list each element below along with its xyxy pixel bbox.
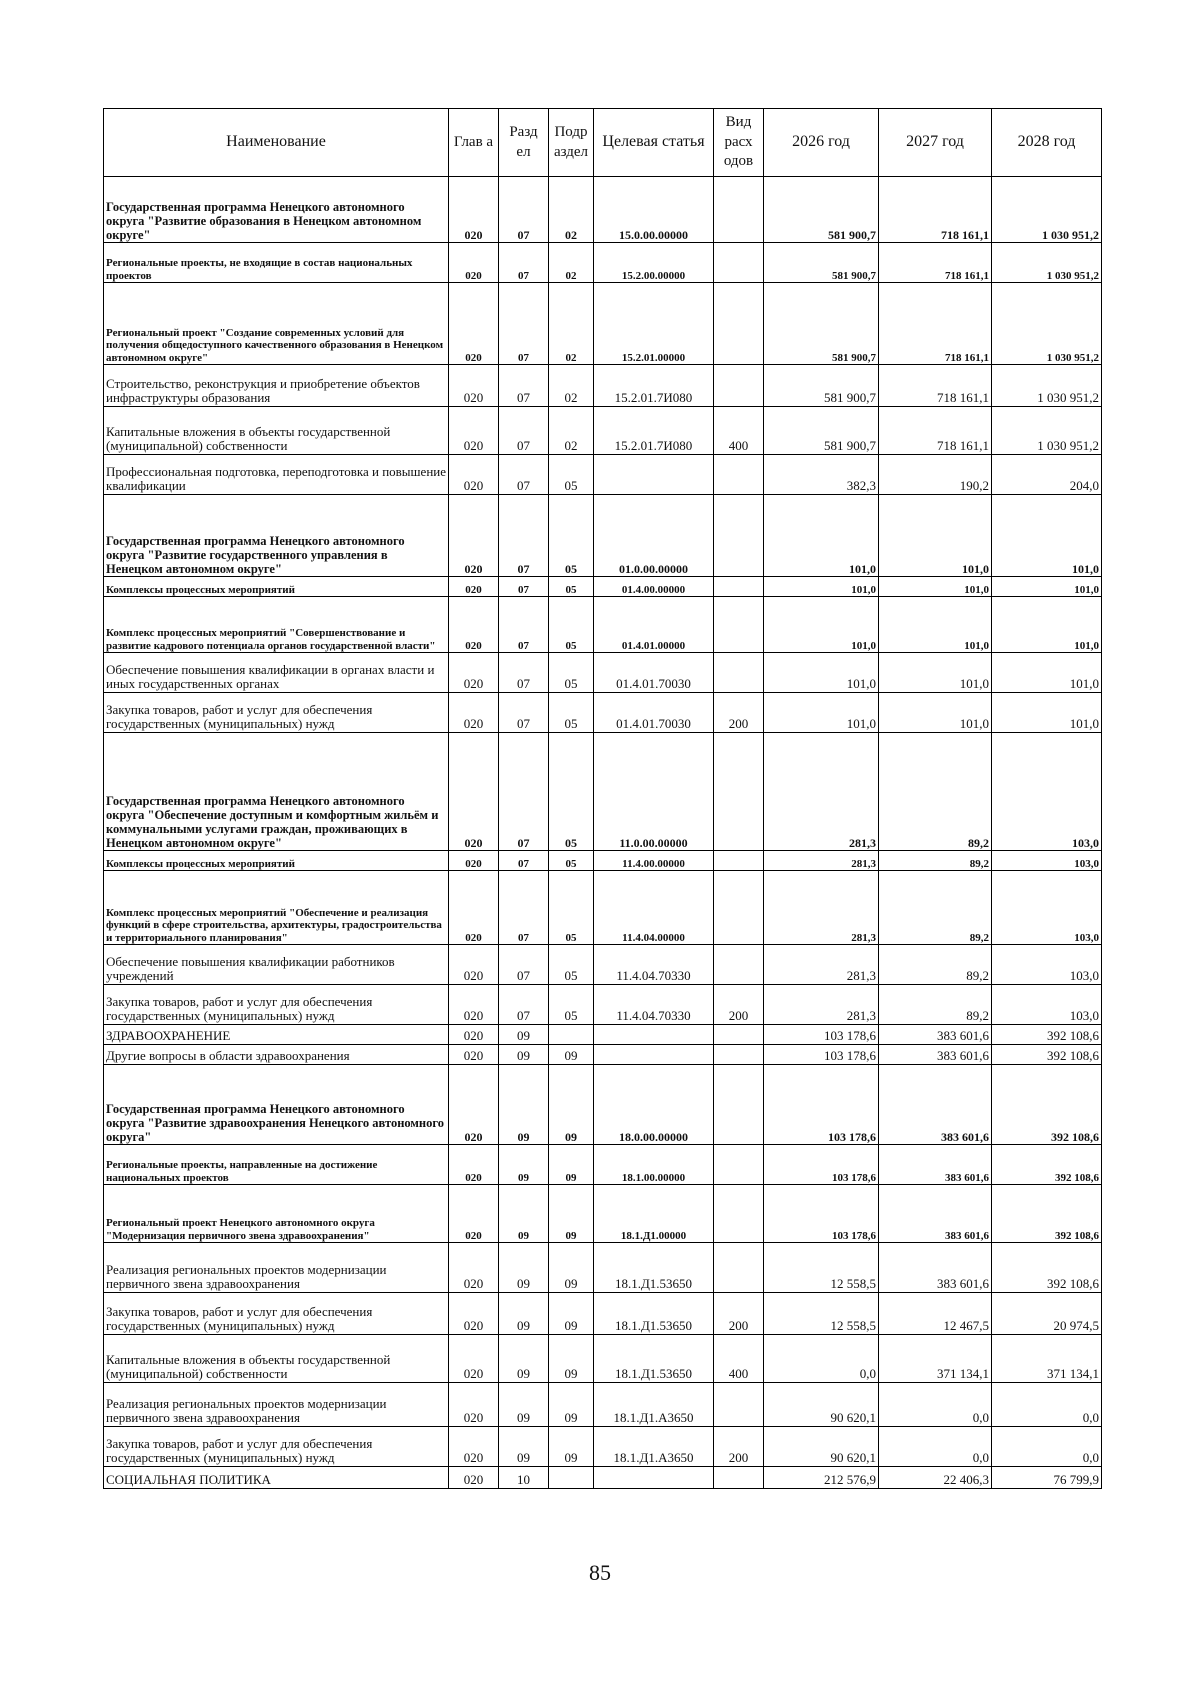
cell-name: Строительство, реконструкция и приобретение объектов инфраструктуры образования <box>104 365 449 407</box>
cell-cs: 11.4.04.70330 <box>594 985 714 1025</box>
cell-name: Региональные проекты, направленные на достижение национальных проектов <box>104 1145 449 1185</box>
cell-p: 09 <box>549 1243 594 1293</box>
cell-y1: 103 178,6 <box>764 1065 879 1145</box>
header-vid: Вид расх одов <box>714 109 764 177</box>
cell-p: 05 <box>549 871 594 945</box>
cell-cs: 11.4.04.70330 <box>594 945 714 985</box>
cell-y3: 20 974,5 <box>992 1293 1102 1335</box>
cell-g: 020 <box>449 1243 499 1293</box>
cell-v <box>714 455 764 495</box>
cell-v <box>714 1185 764 1243</box>
cell-r: 07 <box>499 365 549 407</box>
cell-cs: 18.1.Д1.53650 <box>594 1335 714 1383</box>
table-row <box>104 1427 1102 1467</box>
cell-p: 05 <box>549 577 594 597</box>
cell-y2: 371 134,1 <box>879 1335 992 1383</box>
cell-y2: 101,0 <box>879 653 992 693</box>
cell-y2: 12 467,5 <box>879 1293 992 1335</box>
cell-v <box>714 1065 764 1145</box>
table-body <box>104 177 1102 1489</box>
cell-r: 09 <box>499 1335 549 1383</box>
cell-p: 05 <box>549 597 594 653</box>
cell-p <box>549 1467 594 1489</box>
header-name: Наименование <box>104 109 449 177</box>
cell-y3: 103,0 <box>992 871 1102 945</box>
cell-v <box>714 945 764 985</box>
cell-name: Комплексы процессных мероприятий <box>104 577 449 597</box>
cell-g: 020 <box>449 1335 499 1383</box>
cell-v <box>714 1383 764 1427</box>
cell-v <box>714 577 764 597</box>
cell-g: 020 <box>449 1427 499 1467</box>
budget-table <box>103 108 1102 1489</box>
header-article: Целевая статья <box>594 109 714 177</box>
table-row <box>104 985 1102 1025</box>
table-row <box>104 1293 1102 1335</box>
table-row <box>104 871 1102 945</box>
cell-y1: 281,3 <box>764 851 879 871</box>
cell-v: 200 <box>714 1427 764 1467</box>
cell-cs: 18.1.00.00000 <box>594 1145 714 1185</box>
cell-y2: 101,0 <box>879 577 992 597</box>
cell-y3: 392 108,6 <box>992 1145 1102 1185</box>
cell-y3: 1 030 951,2 <box>992 283 1102 365</box>
cell-v: 400 <box>714 407 764 455</box>
cell-cs: 01.4.01.70030 <box>594 653 714 693</box>
cell-y2: 383 601,6 <box>879 1045 992 1065</box>
cell-r: 09 <box>499 1045 549 1065</box>
cell-g: 020 <box>449 985 499 1025</box>
cell-y2: 383 601,6 <box>879 1025 992 1045</box>
cell-g: 020 <box>449 407 499 455</box>
cell-g: 020 <box>449 1467 499 1489</box>
cell-y1: 103 178,6 <box>764 1185 879 1243</box>
table-row <box>104 1145 1102 1185</box>
cell-cs <box>594 1025 714 1045</box>
cell-y2: 383 601,6 <box>879 1145 992 1185</box>
cell-y2: 383 601,6 <box>879 1065 992 1145</box>
cell-y1: 103 178,6 <box>764 1145 879 1185</box>
cell-name: Реализация региональных проектов модернизации первичного звена здравоохранения <box>104 1243 449 1293</box>
cell-name: Закупка товаров, работ и услуг для обеспечения государственных (муниципальных) нужд <box>104 693 449 733</box>
cell-p: 09 <box>549 1293 594 1335</box>
cell-v <box>714 653 764 693</box>
cell-cs: 18.1.Д1.53650 <box>594 1243 714 1293</box>
cell-y1: 281,3 <box>764 733 879 851</box>
cell-r: 07 <box>499 945 549 985</box>
cell-cs: 15.2.01.7И080 <box>594 407 714 455</box>
cell-r: 07 <box>499 653 549 693</box>
cell-p: 05 <box>549 495 594 577</box>
cell-y2: 718 161,1 <box>879 177 992 243</box>
table-row <box>104 177 1102 243</box>
cell-y3: 1 030 951,2 <box>992 407 1102 455</box>
cell-g: 020 <box>449 1185 499 1243</box>
cell-name: Региональные проекты, не входящие в состав национальных проектов <box>104 243 449 283</box>
cell-p <box>549 1025 594 1045</box>
cell-y1: 103 178,6 <box>764 1045 879 1065</box>
cell-p: 09 <box>549 1383 594 1427</box>
cell-y2: 718 161,1 <box>879 407 992 455</box>
cell-r: 09 <box>499 1293 549 1335</box>
cell-p: 02 <box>549 365 594 407</box>
cell-r: 07 <box>499 851 549 871</box>
cell-r: 07 <box>499 577 549 597</box>
cell-g: 020 <box>449 577 499 597</box>
cell-y3: 101,0 <box>992 577 1102 597</box>
table-row <box>104 495 1102 577</box>
cell-r: 07 <box>499 243 549 283</box>
cell-cs: 01.4.01.00000 <box>594 597 714 653</box>
cell-r: 09 <box>499 1025 549 1045</box>
cell-cs: 01.4.00.00000 <box>594 577 714 597</box>
cell-name: Другие вопросы в области здравоохранения <box>104 1045 449 1065</box>
cell-r: 07 <box>499 871 549 945</box>
cell-p: 02 <box>549 177 594 243</box>
cell-y1: 101,0 <box>764 693 879 733</box>
cell-y3: 392 108,6 <box>992 1065 1102 1145</box>
cell-r: 07 <box>499 495 549 577</box>
cell-g: 020 <box>449 243 499 283</box>
cell-y1: 281,3 <box>764 871 879 945</box>
cell-name: Закупка товаров, работ и услуг для обеспечения государственных (муниципальных) нужд <box>104 985 449 1025</box>
cell-g: 020 <box>449 871 499 945</box>
cell-name: Государственная программа Ненецкого автономного округа "Обеспечение доступным и комфортным жильём и коммунальными услугами граждан, проживающих в Ненецком автономном округе" <box>104 733 449 851</box>
cell-g: 020 <box>449 1145 499 1185</box>
page-number: 85 <box>589 1560 611 1585</box>
table-row <box>104 597 1102 653</box>
cell-v <box>714 1145 764 1185</box>
cell-v <box>714 1467 764 1489</box>
cell-v <box>714 597 764 653</box>
cell-y3: 392 108,6 <box>992 1025 1102 1045</box>
table-row <box>104 1025 1102 1045</box>
cell-y1: 101,0 <box>764 495 879 577</box>
cell-p: 05 <box>549 985 594 1025</box>
cell-y2: 89,2 <box>879 733 992 851</box>
cell-name: Реализация региональных проектов модернизации первичного звена здравоохранения <box>104 1383 449 1427</box>
cell-v <box>714 1025 764 1045</box>
cell-p: 02 <box>549 407 594 455</box>
cell-cs: 18.1.Д1.А3650 <box>594 1427 714 1467</box>
cell-v <box>714 283 764 365</box>
cell-y2: 101,0 <box>879 693 992 733</box>
cell-g: 020 <box>449 1293 499 1335</box>
cell-p: 09 <box>549 1145 594 1185</box>
table-row <box>104 577 1102 597</box>
table-row <box>104 1065 1102 1145</box>
cell-cs: 15.2.01.00000 <box>594 283 714 365</box>
cell-y3: 204,0 <box>992 455 1102 495</box>
cell-y1: 281,3 <box>764 945 879 985</box>
cell-cs: 01.0.00.00000 <box>594 495 714 577</box>
cell-v: 200 <box>714 1293 764 1335</box>
cell-p: 05 <box>549 455 594 495</box>
cell-r: 07 <box>499 177 549 243</box>
table-row <box>104 851 1102 871</box>
header-glava: Глав а <box>449 109 499 177</box>
table-row <box>104 283 1102 365</box>
table-row <box>104 243 1102 283</box>
cell-name: Капитальные вложения в объекты государственной (муниципальной) собственности <box>104 1335 449 1383</box>
cell-y1: 12 558,5 <box>764 1243 879 1293</box>
cell-cs: 18.0.00.00000 <box>594 1065 714 1145</box>
cell-r: 09 <box>499 1145 549 1185</box>
cell-r: 09 <box>499 1427 549 1467</box>
cell-v <box>714 177 764 243</box>
cell-y3: 392 108,6 <box>992 1243 1102 1293</box>
cell-p: 02 <box>549 243 594 283</box>
cell-y2: 0,0 <box>879 1383 992 1427</box>
cell-r: 09 <box>499 1065 549 1145</box>
cell-y3: 103,0 <box>992 985 1102 1025</box>
cell-g: 020 <box>449 495 499 577</box>
cell-g: 020 <box>449 693 499 733</box>
table-row <box>104 1467 1102 1489</box>
cell-name: Региональный проект Ненецкого автономного округа "Модернизация первичного звена здравоохранения" <box>104 1185 449 1243</box>
cell-p: 09 <box>549 1427 594 1467</box>
cell-name: ЗДРАВООХРАНЕНИЕ <box>104 1025 449 1045</box>
table-row <box>104 1243 1102 1293</box>
cell-cs <box>594 455 714 495</box>
cell-p: 09 <box>549 1335 594 1383</box>
cell-y1: 212 576,9 <box>764 1467 879 1489</box>
cell-p: 05 <box>549 693 594 733</box>
cell-y3: 0,0 <box>992 1427 1102 1467</box>
table-row <box>104 1383 1102 1427</box>
cell-g: 020 <box>449 1045 499 1065</box>
cell-p: 09 <box>549 1065 594 1145</box>
table-row <box>104 365 1102 407</box>
cell-v <box>714 851 764 871</box>
cell-y2: 101,0 <box>879 495 992 577</box>
cell-y2: 89,2 <box>879 985 992 1025</box>
cell-y3: 76 799,9 <box>992 1467 1102 1489</box>
cell-r: 10 <box>499 1467 549 1489</box>
cell-p: 05 <box>549 945 594 985</box>
cell-y3: 103,0 <box>992 851 1102 871</box>
cell-y1: 12 558,5 <box>764 1293 879 1335</box>
cell-cs: 15.0.00.00000 <box>594 177 714 243</box>
cell-name: Капитальные вложения в объекты государственной (муниципальной) собственности <box>104 407 449 455</box>
cell-v <box>714 733 764 851</box>
cell-y1: 90 620,1 <box>764 1383 879 1427</box>
cell-p: 05 <box>549 851 594 871</box>
cell-v: 400 <box>714 1335 764 1383</box>
cell-cs: 11.4.00.00000 <box>594 851 714 871</box>
cell-y2: 0,0 <box>879 1427 992 1467</box>
cell-y1: 101,0 <box>764 577 879 597</box>
cell-name: Обеспечение повышения квалификации работников учреждений <box>104 945 449 985</box>
cell-name: Закупка товаров, работ и услуг для обеспечения государственных (муниципальных) нужд <box>104 1427 449 1467</box>
cell-cs <box>594 1045 714 1065</box>
cell-y2: 718 161,1 <box>879 283 992 365</box>
cell-cs: 15.2.01.7И080 <box>594 365 714 407</box>
cell-y2: 89,2 <box>879 851 992 871</box>
cell-y2: 22 406,3 <box>879 1467 992 1489</box>
cell-r: 07 <box>499 693 549 733</box>
cell-r: 09 <box>499 1383 549 1427</box>
cell-cs: 18.1.Д1.А3650 <box>594 1383 714 1427</box>
cell-y1: 103 178,6 <box>764 1025 879 1045</box>
cell-y1: 101,0 <box>764 653 879 693</box>
header-2027: 2027 год <box>879 109 992 177</box>
cell-name: Закупка товаров, работ и услуг для обеспечения государственных (муниципальных) нужд <box>104 1293 449 1335</box>
cell-r: 07 <box>499 733 549 851</box>
cell-r: 09 <box>499 1185 549 1243</box>
header-podrazdel: Подр аздел <box>549 109 594 177</box>
cell-g: 020 <box>449 365 499 407</box>
cell-y3: 101,0 <box>992 653 1102 693</box>
table-row <box>104 733 1102 851</box>
cell-y1: 581 900,7 <box>764 365 879 407</box>
cell-y2: 101,0 <box>879 597 992 653</box>
cell-p: 02 <box>549 283 594 365</box>
cell-y1: 101,0 <box>764 597 879 653</box>
cell-g: 020 <box>449 733 499 851</box>
cell-g: 020 <box>449 177 499 243</box>
cell-cs: 15.2.00.00000 <box>594 243 714 283</box>
table-row <box>104 407 1102 455</box>
table-header-row <box>104 109 1102 177</box>
cell-p: 05 <box>549 733 594 851</box>
cell-cs: 11.4.04.00000 <box>594 871 714 945</box>
cell-y3: 101,0 <box>992 597 1102 653</box>
cell-y3: 1 030 951,2 <box>992 365 1102 407</box>
cell-v <box>714 871 764 945</box>
cell-p: 05 <box>549 653 594 693</box>
cell-cs: 18.1.Д1.00000 <box>594 1185 714 1243</box>
table-row <box>104 653 1102 693</box>
cell-y2: 89,2 <box>879 945 992 985</box>
cell-cs: 01.4.01.70030 <box>594 693 714 733</box>
cell-g: 020 <box>449 945 499 985</box>
cell-y1: 581 900,7 <box>764 283 879 365</box>
table-row <box>104 455 1102 495</box>
cell-y1: 581 900,7 <box>764 243 879 283</box>
cell-g: 020 <box>449 455 499 495</box>
cell-v <box>714 1243 764 1293</box>
cell-y1: 581 900,7 <box>764 407 879 455</box>
cell-name: Комплексы процессных мероприятий <box>104 851 449 871</box>
cell-name: Государственная программа Ненецкого автономного округа "Развитие образования в Ненецком автономном округе" <box>104 177 449 243</box>
cell-g: 020 <box>449 597 499 653</box>
cell-y2: 383 601,6 <box>879 1185 992 1243</box>
cell-r: 09 <box>499 1243 549 1293</box>
cell-y3: 0,0 <box>992 1383 1102 1427</box>
cell-r: 07 <box>499 283 549 365</box>
cell-name: Комплекс процессных мероприятий "Обеспечение и реализация функций в сфере строительства, архитектуры, градостроительства и территориального планирования" <box>104 871 449 945</box>
cell-y1: 90 620,1 <box>764 1427 879 1467</box>
cell-y3: 392 108,6 <box>992 1185 1102 1243</box>
budget-table-container <box>103 108 1101 1489</box>
header-2026: 2026 год <box>764 109 879 177</box>
cell-name: Обеспечение повышения квалификации в органах власти и иных государственных органах <box>104 653 449 693</box>
cell-y1: 382,3 <box>764 455 879 495</box>
cell-v: 200 <box>714 985 764 1025</box>
cell-v <box>714 243 764 283</box>
cell-r: 07 <box>499 455 549 495</box>
cell-name: Профессиональная подготовка, переподготовка и повышение квалификации <box>104 455 449 495</box>
cell-name: Государственная программа Ненецкого автономного округа "Развитие государственного управления в Ненецком автономном округе" <box>104 495 449 577</box>
cell-p: 09 <box>549 1185 594 1243</box>
cell-y1: 281,3 <box>764 985 879 1025</box>
cell-y3: 103,0 <box>992 733 1102 851</box>
cell-g: 020 <box>449 851 499 871</box>
cell-y3: 392 108,6 <box>992 1045 1102 1065</box>
header-razdel: Разд ел <box>499 109 549 177</box>
cell-y2: 383 601,6 <box>879 1243 992 1293</box>
cell-v <box>714 495 764 577</box>
cell-y3: 101,0 <box>992 693 1102 733</box>
cell-name: Комплекс процессных мероприятий "Совершенствование и развитие кадрового потенциала органов государственной власти" <box>104 597 449 653</box>
cell-y2: 718 161,1 <box>879 365 992 407</box>
cell-y1: 0,0 <box>764 1335 879 1383</box>
cell-r: 07 <box>499 597 549 653</box>
cell-name: СОЦИАЛЬНАЯ ПОЛИТИКА <box>104 1467 449 1489</box>
cell-y2: 89,2 <box>879 871 992 945</box>
table-row <box>104 693 1102 733</box>
cell-name: Государственная программа Ненецкого автономного округа "Развитие здравоохранения Ненецкого автономного округа" <box>104 1065 449 1145</box>
cell-y3: 1 030 951,2 <box>992 243 1102 283</box>
cell-v <box>714 1045 764 1065</box>
header-2028: 2028 год <box>992 109 1102 177</box>
cell-r: 07 <box>499 985 549 1025</box>
table-row <box>104 945 1102 985</box>
cell-y2: 190,2 <box>879 455 992 495</box>
cell-r: 07 <box>499 407 549 455</box>
table-row <box>104 1185 1102 1243</box>
cell-y1: 581 900,7 <box>764 177 879 243</box>
cell-g: 020 <box>449 1383 499 1427</box>
cell-g: 020 <box>449 283 499 365</box>
cell-name: Региональный проект "Создание современных условий для получения общедоступного качественного образования в Ненецком автономном округе" <box>104 283 449 365</box>
cell-y3: 371 134,1 <box>992 1335 1102 1383</box>
cell-y2: 718 161,1 <box>879 243 992 283</box>
cell-y3: 103,0 <box>992 945 1102 985</box>
table-row <box>104 1335 1102 1383</box>
cell-y3: 101,0 <box>992 495 1102 577</box>
cell-g: 020 <box>449 653 499 693</box>
cell-cs: 11.0.00.00000 <box>594 733 714 851</box>
cell-g: 020 <box>449 1025 499 1045</box>
cell-v: 200 <box>714 693 764 733</box>
cell-v <box>714 365 764 407</box>
cell-g: 020 <box>449 1065 499 1145</box>
table-row <box>104 1045 1102 1065</box>
cell-y3: 1 030 951,2 <box>992 177 1102 243</box>
cell-p: 09 <box>549 1045 594 1065</box>
cell-cs <box>594 1467 714 1489</box>
cell-cs: 18.1.Д1.53650 <box>594 1293 714 1335</box>
